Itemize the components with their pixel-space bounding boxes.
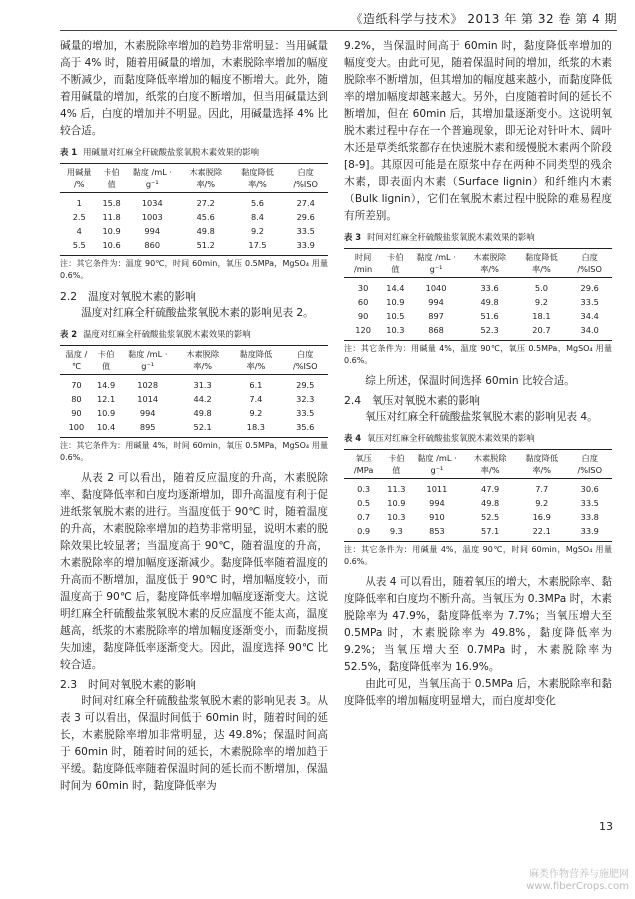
- table-header-row: [60, 164, 328, 193]
- table-cell: 17.5: [248, 240, 267, 250]
- table-row: [60, 375, 328, 393]
- table-cell: 49.8: [196, 226, 215, 236]
- table-cell: 12.1: [96, 394, 116, 404]
- table-cell: 22.1: [532, 526, 551, 536]
- page-number: 13: [599, 820, 613, 833]
- table-cell: 5.5: [72, 240, 86, 250]
- table-cell: 10.3: [387, 512, 406, 522]
- table-caption: 表 1 用碱量对红麻全秆硫酸盐浆氧脱木素效果的影响: [60, 147, 259, 157]
- paragraph: 9.2%，当保温时间高于 60min 时，黏度降低率增加的幅度变大。由此可见，随着保温时间的增加，纸浆的木素脱除率不断增加，但其增加的幅度越来越小，而黏度降低率的增加幅度却越来越大。另外，白度随着时间的延长不断增加，但在 60min 后，其增加量逐渐变小。这说明氧脱木素过程中存在一个普遍现象，即无论对针叶木、阔叶木还是草类纸浆都存在快速脱木素和缓慢脱木素两个阶段[8-9]。其原因可能是在原浆中存在两种不同类型的残余木素，即表面内木素（Surface lignin）和纤维内木素（Bulk lignin），它们在氧脱木素过程中脱除的难易程度有所差别。: [344, 40, 612, 222]
- table-cell: 9.3: [389, 526, 403, 536]
- table-cell: 994: [144, 226, 161, 236]
- table-note: 注：其它条件为：用碱量 4%，温度 90℃，时间 60min，MgSO₄ 用量 0.6%。: [344, 545, 612, 566]
- paragraph: 从表 2 可以看出，随着反应温度的升高，木素脱除率、黏度降低率和白度均逐渐增加，即升高温度有利于促进纸浆氧脱木素的进行。当温度低于 90℃ 时，随着温度的升高，木素脱除率增加的趋势非常明显，说明木素的脱除效果比较显著；当温度高于 90℃，随着温度的升高，木素脱除率的增加幅度逐渐减少。黏度降低率随着温度的升高而不断增加，温度低于 90℃ 时，增加幅度较小，而温度高于 90℃ 后，黏度降低率增加幅度逐渐变大。这说明红麻全秆硫酸盐浆氧脱木素的反应温度不能太高，温度越高，纸浆的木素脱除率的增加幅度逐渐变小，而黏度损失加速，黏度降低率逐渐变大。因此，温度选择 90℃ 比较合适。: [60, 472, 328, 671]
- table-cell: 10.6: [102, 240, 121, 250]
- running-header: 《造纸科学与技术》 2013 年 第 32 卷 第 4 期: [350, 12, 617, 26]
- table-header-cell: 黏度 /mL · g⁻¹: [127, 349, 168, 371]
- table-cell: 7.7: [535, 484, 549, 494]
- table-cell: 1: [76, 198, 82, 208]
- table-cell: 15.8: [102, 198, 121, 208]
- table-cell: 70: [71, 380, 82, 390]
- table-cell: 994: [139, 408, 156, 418]
- table-row: [60, 224, 328, 238]
- table-cell: 1040: [425, 283, 447, 293]
- table-header-cell: 温度 /℃: [65, 349, 88, 371]
- table-header-cell: 黏度降低率/%: [525, 453, 559, 475]
- table-cell: 47.9: [481, 484, 500, 494]
- table-cell: 100: [68, 422, 85, 432]
- section-heading: 2.3 时间对氧脱木素的影响: [60, 678, 196, 691]
- table-header-cell: 黏度降低率/%: [241, 167, 274, 189]
- table-cell: 29.5: [296, 380, 315, 390]
- paragraph: 氧压对红麻全秆硫酸盐浆氧脱木素的影响见表 4。: [365, 411, 598, 423]
- table-cell: 14.9: [96, 380, 116, 390]
- table-header-cell: 卡伯值: [387, 252, 404, 274]
- paragraph: 从表 4 可以看出，随着氧压的增大，木素脱除率、黏度降低率和白度均不断升高。当氧压为 0.3MPa 时，木素脱除率为 47.9%，黏度降低率为 7.7%；当氧压增大至 0.5MPa 时，木素脱除率为 49.8%，黏度降低率为 9.2%；当氧压增大至 0.7MPa 时，木素脱除率为 52.5%，黏度降低率为 16.9%。: [344, 576, 612, 673]
- table-note: 注：其它条件为：用碱量 4%，温度 90℃，氧压 0.5MPa，MgSO₄ 用量 0.6%。: [344, 344, 612, 365]
- table-cell: 33.9: [296, 240, 315, 250]
- table-header-cell: 黏度降低率/%: [239, 349, 273, 371]
- table-cell: 1028: [137, 380, 159, 390]
- table-header-cell: 卡伯值: [388, 453, 405, 475]
- table-row: [344, 295, 612, 309]
- right-column: [344, 38, 612, 710]
- table-cell: 16.9: [532, 512, 551, 522]
- table-cell: 34.0: [580, 325, 599, 335]
- table-cell: 4: [76, 226, 82, 236]
- table-header-cell: 木素脱除率/%: [186, 349, 220, 371]
- table-cell: 10.3: [386, 325, 405, 335]
- paragraph: 碱量的增加，木素脱除率增加的趋势非常明显：当用碱量高于 4% 时，随着用碱量的增加，木素脱除率增加的幅度不断减少，而黏度降低率增加的幅度不断增大。此外，随着用碱量的增加，纸浆的白度不断增加，但当用碱量达到 4% 后，白度的增加并不明显。因此，用碱量选择 4% 比较合适。: [60, 40, 328, 137]
- table-row: [344, 496, 612, 510]
- watermark: 麻类作物营养与施肥网 www.fiberCrops.com: [526, 869, 629, 892]
- table-cell: 9.2: [249, 408, 263, 418]
- table-cell: 6.1: [249, 380, 263, 390]
- table-note: 注：其它条件为：温度 90℃，时间 60min，氧压 0.5MPa，MgSO₄ 用量 0.6%。: [60, 259, 328, 280]
- header-rule: [60, 30, 617, 31]
- paragraph: 温度对红麻全秆硫酸盐浆氧脱木素的影响见表 2。: [81, 307, 314, 319]
- table-row: [60, 392, 328, 406]
- table-header-cell: 卡伯值: [97, 349, 115, 371]
- table-header-cell: 黏度降低率/%: [525, 252, 558, 274]
- table-cell: 33.9: [580, 526, 599, 536]
- table-cell: 90: [71, 408, 82, 418]
- table-header-cell: 用碱量 /%: [66, 167, 92, 189]
- table-cell: 45.6: [196, 212, 215, 222]
- table-cell: 20.7: [532, 325, 551, 335]
- table-cell: 33.5: [580, 297, 599, 307]
- table-cell: 30: [357, 283, 369, 293]
- table-cell: 27.4: [296, 198, 315, 208]
- table-cell: 44.2: [193, 394, 212, 404]
- table-cell: 57.1: [481, 526, 500, 536]
- table-cell: 994: [428, 297, 444, 307]
- table-cell: 1003: [141, 212, 163, 222]
- table-cell: 11.3: [387, 484, 406, 494]
- table-cell: 0.7: [357, 512, 371, 522]
- section-heading: 2.2 温度对氧脱木素的影响: [60, 290, 196, 303]
- table-cell: 49.8: [480, 297, 499, 307]
- paragraph: 时间对红麻全秆硫酸盐浆氧脱木素的影响见表 3。从表 3 可以看出，保温时间低于 60min 时，随着时间的延长，木素脱除率增加非常明显，达 49.8%；保温时间高于 60min 时，随着时间的延长，木素脱除率的增加趋于平缓。黏度降低率随着保温时间的延长而不断增加，保温时间为 60min 时，黏度降低率为: [60, 695, 328, 792]
- table-cell: 60: [357, 297, 369, 307]
- table-cell: 0.3: [357, 484, 371, 494]
- table-row: [344, 510, 612, 524]
- table-2: [60, 345, 328, 438]
- table-header-row: [60, 346, 328, 375]
- table-cell: 18.1: [532, 311, 551, 321]
- table-cell: 27.2: [196, 198, 215, 208]
- table-cell: 868: [428, 325, 444, 335]
- table-header-cell: 黏度 /mL · g⁻¹: [132, 167, 172, 189]
- table-cell: 90: [357, 311, 369, 321]
- table-cell: 34.4: [580, 311, 599, 321]
- table-cell: 51.2: [196, 240, 215, 250]
- table-1: [60, 163, 328, 256]
- table-3: [344, 248, 612, 341]
- table-row: [344, 323, 612, 341]
- table-cell: 1034: [141, 198, 163, 208]
- table-cell: 52.5: [481, 512, 500, 522]
- table-row: [60, 210, 328, 224]
- table-cell: 10.9: [386, 297, 405, 307]
- table-cell: 1014: [137, 394, 159, 404]
- table-cell: 33.5: [296, 226, 315, 236]
- table-cell: 9.2: [535, 498, 549, 508]
- table-cell: 860: [144, 240, 161, 250]
- table-cell: 9.2: [250, 226, 264, 236]
- table-cell: 10.9: [387, 498, 406, 508]
- table-cell: 0.9: [357, 526, 371, 536]
- table-cell: 10.4: [96, 422, 116, 432]
- table-cell: 0.5: [357, 498, 371, 508]
- table-row: [344, 524, 612, 542]
- table-header-cell: 白度 /%ISO: [577, 252, 602, 274]
- table-header-cell: 白度 /%ISO: [293, 167, 318, 189]
- table-header-row: [344, 450, 612, 479]
- table-cell: 33.8: [580, 512, 599, 522]
- table-cell: 51.6: [480, 311, 499, 321]
- table-cell: 8.4: [250, 212, 264, 222]
- table-caption: 表 3 时间对红麻全秆硫酸盐浆氧脱木素效果的影响: [344, 232, 535, 242]
- table-cell: 52.1: [193, 422, 212, 432]
- table-header-cell: 黏度 /mL · g⁻¹: [416, 252, 456, 274]
- table-row: [60, 238, 328, 256]
- table-cell: 11.8: [102, 212, 121, 222]
- table-cell: 1011: [426, 484, 448, 494]
- table-cell: 994: [429, 498, 445, 508]
- table-4: [344, 449, 612, 542]
- table-cell: 5.6: [250, 198, 264, 208]
- table-row: [344, 479, 612, 497]
- table-cell: 49.8: [193, 408, 212, 418]
- table-row: [60, 193, 328, 211]
- table-cell: 30.6: [580, 484, 599, 494]
- section-heading: 2.4 氧压对氧脱木素的影响: [344, 394, 480, 407]
- table-cell: 29.6: [580, 283, 599, 293]
- table-cell: 80: [71, 394, 82, 404]
- table-row: [344, 309, 612, 323]
- table-header-cell: 氧压 /MPa: [353, 453, 374, 475]
- table-cell: 10.9: [102, 226, 121, 236]
- table-cell: 10.5: [386, 311, 405, 321]
- table-cell: 10.9: [96, 408, 116, 418]
- table-note: 注：其它条件为：用碱量 4%，时间 60min，氧压 0.5MPa，MgSO₄ 用量 0.6%。: [60, 441, 328, 462]
- table-row: [60, 406, 328, 420]
- table-cell: 897: [428, 311, 444, 321]
- table-cell: 29.6: [296, 212, 315, 222]
- table-cell: 14.4: [386, 283, 405, 293]
- table-caption: 表 2 温度对红麻全秆硫酸盐浆氧脱木素效果的影响: [60, 329, 251, 339]
- table-cell: 49.8: [481, 498, 500, 508]
- table-caption: 表 4 氧压对红麻全秆硫酸盐浆氧脱木素效果的影响: [344, 433, 535, 443]
- table-header-row: [344, 249, 612, 278]
- table-cell: 33.5: [580, 498, 599, 508]
- table-cell: 32.3: [296, 394, 315, 404]
- left-column: [60, 38, 328, 795]
- table-cell: 2.5: [72, 212, 86, 222]
- table-cell: 52.3: [480, 325, 499, 335]
- table-header-cell: 卡伯值: [103, 167, 120, 189]
- table-header-cell: 白度 /%ISO: [292, 349, 318, 371]
- table-header-cell: 木素脱除率/%: [473, 453, 507, 475]
- table-cell: 31.3: [193, 380, 212, 390]
- table-row: [344, 278, 612, 296]
- paragraph: 由此可见，当氧压高于 0.5MPa 后，木素脱除率和黏度降低率的增加幅度明显增大，而白度却变化: [344, 678, 612, 707]
- table-header-cell: 木素脱除率/%: [189, 167, 223, 189]
- table-cell: 5.0: [534, 283, 548, 293]
- table-cell: 120: [355, 325, 371, 335]
- table-cell: 35.6: [296, 422, 315, 432]
- table-header-cell: 白度 /%ISO: [577, 453, 603, 475]
- table-cell: 853: [429, 526, 445, 536]
- table-cell: 33.6: [480, 283, 499, 293]
- table-cell: 7.4: [249, 394, 263, 404]
- table-cell: 910: [429, 512, 445, 522]
- table-row: [60, 420, 328, 438]
- table-header-cell: 木素脱除率/%: [473, 252, 506, 274]
- table-cell: 895: [139, 422, 156, 432]
- table-header-cell: 黏度 /mL · g⁻¹: [417, 453, 457, 475]
- table-cell: 18.3: [246, 422, 265, 432]
- table-header-cell: 时间 /min: [354, 252, 373, 274]
- table-cell: 9.2: [534, 297, 548, 307]
- table-cell: 33.5: [296, 408, 315, 418]
- paragraph: 综上所述，保温时间选择 60min 比较合适。: [365, 375, 575, 387]
